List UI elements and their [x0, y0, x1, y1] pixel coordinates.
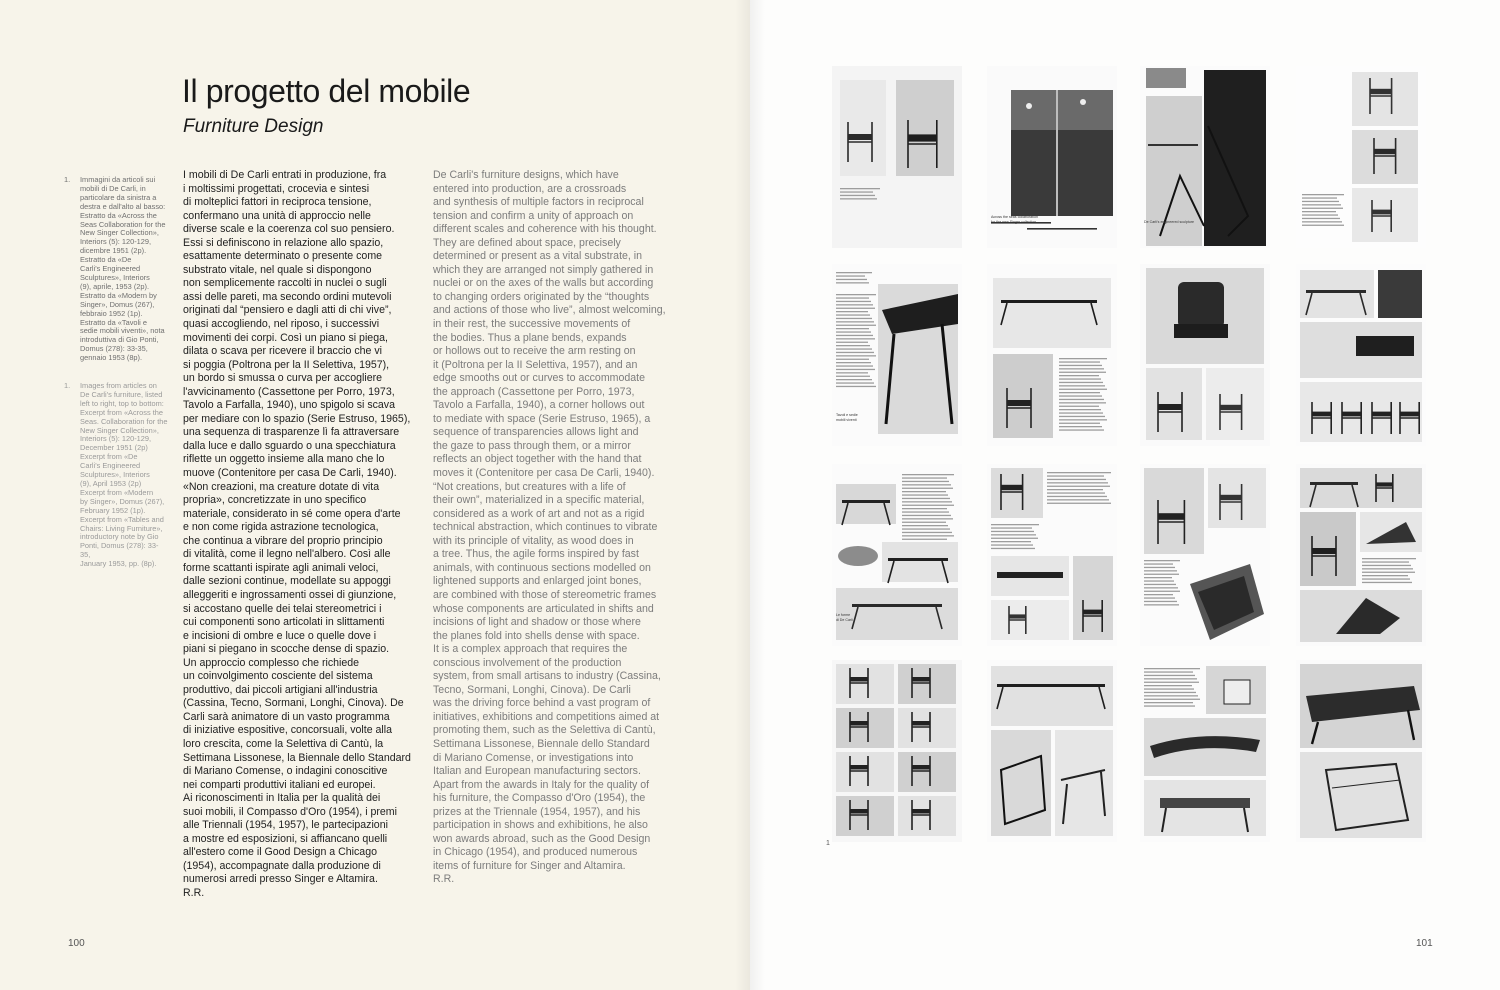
thumb-bench-chairs	[987, 464, 1117, 646]
thumb-caption: Across the seas collaboration for the new Singer collection	[991, 215, 1038, 224]
magazine-spread-image	[987, 264, 1117, 446]
thumb-caption: De Carli's engineered sculpture	[1144, 219, 1195, 224]
thumb-caption: Le forme di De Carli	[836, 613, 853, 622]
page-number-left: 100	[68, 938, 85, 949]
caption-note-english	[64, 381, 168, 569]
page-title: Il progetto del mobile	[182, 73, 471, 109]
thumb-long-table	[987, 264, 1117, 446]
thumb-table-top	[1296, 660, 1426, 842]
note-number: 1.	[64, 381, 71, 390]
thumb-shell-armchair	[1140, 464, 1270, 646]
thumb-armchairs	[1140, 264, 1270, 446]
body-text-english: De Carli's furniture designs, which have entered into production, are a crossroads and synthesis of multiple factors in reciprocal tension and confirm a unity of approach on different scales and coherence with his thought. They are defined about space, precisely determined or present as a vital substrate, in which they are arranged not simply gathered in nuclei or on the axes of the walls but according to changing orders originated by the “thoughts and actions of those who live”, almost welcoming, in their rest, the successive movements of the bodies. Thus a plane bends, expands or hollows out to receive the arm resting on it (Poltrona per la II Selettiva, 1957), and an edge smooths out or curves to accommodate the approach (Cassettone per Porro, 1973, Tavolo a Farfalla, 1940), a corner hollows out to mediate with space (Serie Estruso, 1965), a sequence of transparencies allows light and the gaze to pass through them, or a mirror reflects an object together with the hand that moves it (Contenitore per casa De Carli, 1940). “Not creations, but creatures with a life of their own”, materialized in a specific material, considered as a work of art and not as a rigid technical abstraction, which continues to vibrate with its principle of vitality, as wood does in a tree. Thus, the agile forms inspired by fast animals, with continuous sections modelled on lightened supports and enlarged joint bones, are combined with those of stereometric frames whose components are articulated in shifts and incisions of light and shadow or those where the planes fold into shells dense with space. It is a complex approach that requires the conscious involvement of the production system, from small artisans to industry (Cassina, Tecno, Sormani, Longhi, Cinova). De Carli was the driving force behind a vast program of initiatives, exhibitions and competitions aimed at promoting them, such as the Selettiva di Cantù, Settimana Lissonese, Biennale dello Standard di Mariano Comense, or investigations into Italian and European manufacturing sectors. Apart from the awards in Italy for the quality of his furniture, the Compasso d'Oro (1954), the prizes at the Triennale (1954, 1957), and his participation in shows and exhibitions, he also won awards abroad, such as the Good Design in Chicago (1954), and produced numerous items of furniture for Singer and Altamira. R.R.	[433, 169, 666, 886]
magazine-spread-image	[1140, 464, 1270, 646]
thumb-engineered-sculpture	[1140, 66, 1270, 248]
thumb-showroom-interior	[987, 66, 1117, 248]
thumb-lounge-chairs	[1296, 464, 1426, 646]
book-gutter	[735, 0, 765, 990]
thumb-chairs-singer	[832, 66, 962, 248]
magazine-spread-image	[832, 66, 962, 248]
thumb-chairs-grid	[832, 660, 962, 842]
thumb-caption: Tavoli e sedie mobili viventi	[836, 413, 858, 422]
magazine-spread-image	[1296, 464, 1426, 646]
magazine-spread-image	[1296, 264, 1426, 446]
page-number-right: 101	[1416, 938, 1433, 949]
thumb-table-frame	[987, 660, 1117, 842]
magazine-spread-image	[1140, 660, 1270, 842]
magazine-spread-image	[1140, 264, 1270, 446]
thumb-tables-article	[832, 464, 962, 646]
note-number: 1.	[64, 175, 71, 184]
note-text: Images from articles on De Carli's furniture, listed left to right, top to bottom: Excerpt from «Across the Seas. Collaboration for the New Singer Collection», Interiors (5): 120-129, December 1951 (2p) Excerpt from «De Carli's Engineered Sculptures», Interiors (9), April 1953 (2p) Excerpt from «Modern by Singer», Domus (267), February 1952 (1p). Excerpt from «Tables and Chairs: Living Furniture», introductory note by Gio Ponti, Domus (278): 33-35, January 1953, pp. (8p).	[80, 381, 168, 569]
magazine-spread-image	[987, 660, 1117, 842]
magazine-spread-image	[832, 660, 962, 842]
figure-number: 1	[826, 840, 830, 847]
magazine-spread-image	[1296, 66, 1426, 248]
caption-note-italian	[64, 175, 168, 363]
thumb-cabinets-chairs	[1296, 264, 1426, 446]
thumb-table-closeup	[832, 264, 962, 446]
magazine-spread-image	[987, 464, 1117, 646]
page-subtitle: Furniture Design	[183, 116, 324, 137]
thumb-sculpture-chairs	[1296, 66, 1426, 248]
body-text-italian: I mobili di De Carli entrati in produzione, fra i moltissimi progettati, crocevia e sintesi di molteplici fattori in reciproca tensione, confermano una unità di approccio nelle diverse scale e la coerenza col suo pensiero. Essi si definiscono in relazione allo spazio, esattamente determinato o presente come substrato vitale, nel quale si dispongono non semplicemente raccolti in nuclei o sugli assi delle pareti, ma secondo ordini mutevoli originati dal “pensiero e dagli atti di chi vive”, quasi accogliendo, nel riposo, i successivi movimenti dei corpi. Così un piano si piega, dilata o scava per ricevere il braccio che vi si poggia (Poltrona per la II Selettiva, 1957), un bordo si smussa o curva per accogliere l'avvicinamento (Cassettone per Porro, 1973, Tavolo a Farfalla, 1940), uno spigolo si scava per mediare con lo spazio (Serie Estruso, 1965), una sequenza di trasparenze lì fa attraversare dalla luce e dallo sguardo o una specchiatura riflette un oggetto insieme alla mano che lo muove (Contenitore per casa De Carli, 1940). «Non creazioni, ma creature dotate di vita propria», concretizzate in uno specifico materiale, considerato in sé come opera d'arte e non come rigida astrazione tecnologica, che continua a vibrare del proprio principio di vitalità, come il legno nell'albero. Così alle forme scattanti ispirate agli animali veloci, dalle sezioni continue, modellate su appoggi alleggeriti e ingrossamenti ossei di giunzione, si accostano quelle dei telai stereometrici i cui componenti sono articolati in slittamenti e incisioni di ombre e luce o quelle dove i piani si piegano in scocche dense di spazio. Un approccio complesso che richiede un coinvolgimento cosciente del sistema produttivo, dai piccoli artigiani all'industria (Cassina, Tecno, Sormani, Longhi, Cinova). De Carli sarà animatore di un vasto programma di iniziative espositive, concorsuali, volte alla loro crescita, come la Selettiva di Cantù, la Settimana Lissonese, la Biennale dello Standard di Mariano Comense, o indagini conoscitive nei comparti produttivi italiani ed europei. Ai riconoscimenti in Italia per la qualità dei suoi mobili, il Compasso d'Oro (1954), i premi alle Triennali (1954, 1957), le partecipazioni a mostre ed esposizioni, si affiancano quelli all'estero come il Good Design a Chicago (1954), accompagnate dalla produzione di numerosi arredi presso Singer e Altamira. R.R.	[183, 169, 411, 899]
note-text: Immagini da articoli sui mobili di De Carli, in particolare da sinistra a destra e dall'alto al basso: Estratto da «Across the Seas Collaboration for the New Singer Collection», Interiors (5): 120-129, dicembre 1951 (2p). Estratto da «De Carli's Engineered Sculptures», Interiors (9), aprile, 1953 (2p). Estratto da «Modern by Singer», Domus (267), febbraio 1952 (1p). Estratto da «Tavoli e sedie mobili viventi», nota introduttiva di Gio Ponti, Domus (278): 33-35, gennaio 1953 (8p).	[80, 175, 166, 363]
thumb-desk-article	[1140, 660, 1270, 842]
magazine-spread-image	[1296, 660, 1426, 842]
